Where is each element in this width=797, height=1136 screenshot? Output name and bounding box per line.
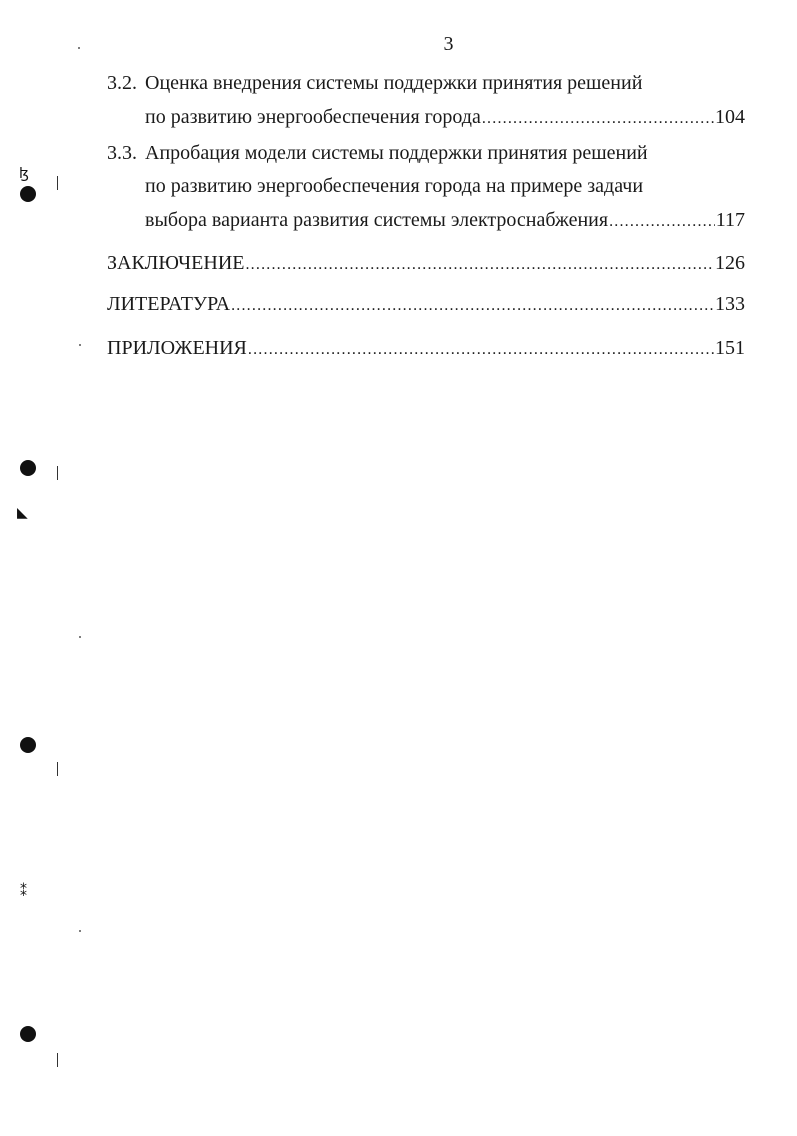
punch-hole-mark (20, 737, 36, 753)
toc-entry-3-3-line-1 (107, 141, 648, 165)
toc-entry-text: по развитию энергообеспечения города на примере задачи (145, 175, 644, 197)
toc-entry-3-2-line-1 (107, 71, 642, 95)
toc-entry-title: ПРИЛОЖЕНИЯ (107, 337, 247, 359)
toc-entry-text: Апробация модели системы поддержки принятия решений (145, 142, 648, 164)
punch-hole-mark (20, 186, 36, 202)
toc-entry-text: выбора варианта развития системы электроснабжения (145, 209, 609, 231)
scan-blot-mark: ⁑ (20, 884, 27, 900)
margin-tick-mark (57, 1053, 58, 1067)
scan-blot-mark: ɮ (19, 166, 29, 182)
margin-tick-mark (57, 762, 58, 776)
toc-entry-3-3-line-3 (145, 208, 745, 234)
toc-entry-text: Оценка внедрения системы поддержки принятия решений (145, 72, 643, 94)
toc-entry-conclusion (107, 251, 745, 277)
leader-dots (482, 107, 714, 131)
margin-tick-mark (57, 466, 58, 480)
toc-page-number: 104 (715, 106, 745, 128)
leader-dots (245, 253, 714, 277)
margin-tick-mark (57, 176, 58, 190)
scan-speck (79, 636, 81, 638)
punch-hole-mark (20, 1026, 36, 1042)
toc-entry-text: по развитию энергообеспечения города (145, 106, 481, 128)
leader-dots (231, 294, 714, 318)
toc-entry-title: ЛИТЕРАТУРА (107, 293, 231, 315)
toc-page-number: 151 (715, 337, 745, 359)
scan-speck (79, 344, 81, 346)
toc-entry-appendices (107, 336, 745, 362)
toc-entry-literature (107, 292, 745, 318)
toc-entry-number: 3.3. (107, 142, 137, 164)
leader-dots (609, 210, 715, 234)
toc-entry-title: ЗАКЛЮЧЕНИЕ (107, 252, 245, 274)
punch-hole-mark (20, 460, 36, 476)
scan-speck (78, 47, 80, 49)
toc-entry-3-2-line-2 (145, 105, 745, 131)
leader-dots (248, 338, 714, 362)
scan-blot-mark: ◣ (17, 505, 28, 521)
toc-page-number: 126 (715, 252, 745, 274)
page-number: 3 (443, 33, 454, 55)
scan-speck (79, 930, 81, 932)
toc-page-number: 117 (715, 209, 745, 231)
toc-entry-3-3-line-2 (145, 174, 643, 198)
toc-entry-number: 3.2. (107, 72, 137, 94)
toc-page-number: 133 (715, 293, 745, 315)
